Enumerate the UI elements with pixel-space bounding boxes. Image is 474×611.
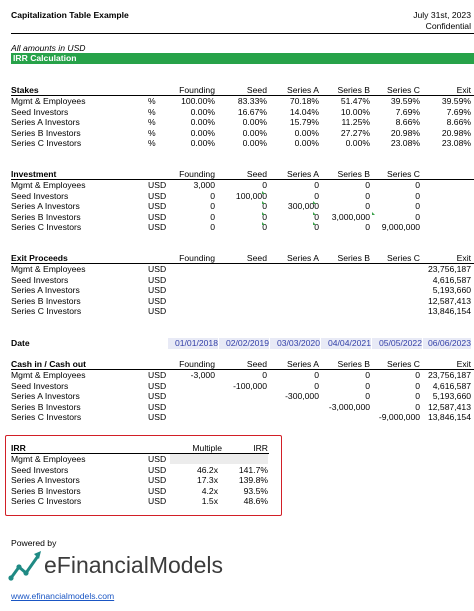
cell-exit: 23.08% (441, 138, 471, 148)
cell-irr: 93.5% (243, 485, 268, 496)
cell-seed: 0.00% (242, 117, 267, 127)
cell-series-b: 0 (365, 222, 370, 232)
table-row (0, 128, 474, 139)
cell-series-a: 15.79% (289, 117, 319, 127)
cell-series-a: -300,000 (285, 391, 319, 401)
cell-exit: 13,846,154 (427, 306, 471, 316)
input-marker-icon (262, 212, 265, 215)
cell-series-a: 70.18% (289, 96, 319, 106)
cell-series-c: 0 (415, 180, 420, 190)
row-unit: % (148, 138, 156, 148)
row-name: Series A Investors (11, 117, 80, 127)
row-unit: USD (148, 306, 167, 316)
cell-series-b: 0 (365, 380, 370, 391)
col-series-a: Series A (286, 169, 319, 179)
input-marker-icon (262, 191, 265, 194)
cell-exit: 4,616,587 (432, 380, 471, 391)
date-founding: 01/01/2018 (168, 338, 218, 349)
row-unit: % (148, 106, 156, 117)
col-series-a: Series A (286, 85, 319, 95)
row-name: Series A Investors (11, 285, 80, 295)
row-name: Seed Investors (11, 274, 69, 285)
row-unit: USD (148, 295, 167, 306)
col-founding: Founding (179, 359, 215, 369)
cell-founding: 3,000 (193, 180, 215, 190)
cell-seed: 100,000 (235, 190, 267, 201)
exit-header-row (0, 253, 474, 264)
irr-title: IRR (11, 443, 26, 453)
cell-series-a: 0 (314, 380, 319, 391)
table-row (0, 201, 474, 212)
row-name: Series C Investors (11, 496, 82, 506)
cell-series-a: 0 (314, 222, 319, 232)
table-row (0, 454, 474, 465)
date-seed: 02/02/2019 (219, 338, 269, 349)
cell-founding: 0 (210, 190, 215, 201)
row-name: Series C Investors (11, 138, 82, 148)
cell-multiple: 4.2x (201, 485, 218, 496)
row-name: Seed Investors (11, 190, 69, 201)
cell-series-b: 11.25% (341, 117, 370, 127)
row-unit: USD (148, 464, 167, 475)
row-name: Mgmt & Employees (11, 180, 86, 190)
cell-series-c: 9,000,000 (381, 222, 420, 232)
cell-exit: 23,756,187 (427, 264, 471, 274)
row-unit: USD (148, 380, 167, 391)
cell-exit: 13,846,154 (427, 412, 471, 422)
cell-multiple: 1.5x (201, 496, 218, 506)
header-divider (11, 33, 474, 34)
cell-series-c: 0 (415, 201, 420, 211)
cell-exit: 20.98% (441, 127, 471, 138)
row-unit: USD (148, 274, 167, 285)
row-unit: USD (148, 222, 167, 232)
row-name: Mgmt & Employees (11, 264, 86, 274)
col-series-b: Series B (337, 253, 370, 263)
row-name: Series B Investors (11, 127, 81, 138)
table-row (0, 264, 474, 275)
table-row (0, 391, 474, 402)
cell-series-b: 0 (365, 370, 370, 380)
input-marker-icon (262, 222, 265, 225)
cell-seed: 0 (262, 370, 267, 380)
row-name: Series C Investors (11, 412, 82, 422)
cell-series-a: 0.00% (294, 127, 319, 138)
irr-header-row (0, 443, 474, 454)
input-marker-icon (372, 212, 375, 215)
cell-series-a: 0 (314, 190, 319, 201)
date-series-a: 03/03/2020 (270, 338, 320, 349)
cell-seed: 0 (262, 222, 267, 232)
table-row (0, 212, 474, 223)
row-name: Seed Investors (11, 380, 69, 391)
cell-exit: 5,193,660 (432, 391, 471, 401)
cell-series-c: 20.98% (390, 127, 420, 138)
cashflow-title: Cash in / Cash out (11, 359, 86, 369)
cell-exit: 4,616,587 (432, 274, 471, 285)
row-name: Series B Investors (11, 211, 81, 222)
row-unit: USD (148, 201, 167, 211)
cell-exit: 12,587,413 (427, 295, 471, 306)
col-series-c: Series C (387, 253, 420, 263)
stakes-header-row (0, 85, 474, 96)
date-exit: 06/06/2023 (423, 338, 471, 349)
brand-name: eFinancialModels (44, 552, 223, 578)
cell-exit: 23,756,187 (427, 370, 471, 380)
cell-founding: -3,000 (190, 370, 215, 380)
cell-series-c: 0 (415, 380, 420, 391)
date-series-b: 04/04/2021 (321, 338, 371, 349)
cell-series-b: 0.00% (345, 138, 370, 148)
cell-seed: 0 (262, 211, 267, 222)
cell-series-c: 0 (415, 391, 420, 401)
col-series-c: Series C (387, 359, 420, 369)
col-series-b: Series B (337, 169, 370, 179)
cell-series-b: -3,000,000 (328, 401, 370, 412)
cell-multiple: 46.2x (196, 464, 218, 475)
cell-series-a: 0 (314, 370, 319, 380)
row-unit: USD (148, 285, 167, 295)
cell-founding: 0.00% (190, 106, 215, 117)
cell-series-b: 0 (365, 180, 370, 190)
col-series-c: Series C (387, 169, 420, 179)
row-unit: % (148, 117, 156, 127)
table-row (0, 412, 474, 423)
row-name: Series C Investors (11, 222, 82, 232)
website-link[interactable]: www.efinancialmodels.com (11, 591, 115, 601)
col-founding: Founding (179, 85, 215, 95)
col-seed: Seed (246, 169, 267, 179)
row-unit: USD (148, 391, 167, 401)
cell-series-c: 23.08% (390, 138, 420, 148)
cell-founding: 0 (210, 201, 215, 211)
row-unit: % (148, 96, 156, 106)
table-row (0, 138, 474, 149)
powered-by-label: Powered by (11, 538, 57, 548)
table-row (0, 370, 474, 381)
col-multiple: Multiple (192, 443, 222, 453)
row-unit: USD (148, 211, 167, 222)
row-name: Series A Investors (11, 475, 80, 485)
cell-series-b: 0 (365, 391, 370, 401)
cell-series-a: 14.04% (289, 106, 319, 117)
table-row (0, 402, 474, 413)
row-name: Seed Investors (11, 464, 69, 475)
amounts-note: All amounts in USD (11, 43, 86, 53)
table-row (0, 117, 474, 128)
cell-series-a: 0.00% (294, 138, 319, 148)
col-series-a: Series A (286, 253, 319, 263)
input-marker-icon (262, 201, 265, 204)
cell-series-b: 51.47% (340, 96, 370, 106)
row-name: Series A Investors (11, 391, 80, 401)
cell-series-b: 3,000,000 (331, 211, 370, 222)
cell-series-c: 8.66% (395, 117, 420, 127)
cell-founding: 0.00% (190, 127, 215, 138)
cell-irr: 141.7% (238, 464, 268, 475)
cell-seed: 0 (262, 201, 267, 211)
col-seed: Seed (246, 85, 267, 95)
input-marker-icon (313, 201, 316, 204)
row-unit: USD (148, 412, 167, 422)
cell-seed: 0.00% (242, 138, 267, 148)
row-name: Mgmt & Employees (11, 370, 86, 380)
row-unit: % (148, 127, 156, 138)
input-marker-icon (313, 212, 316, 215)
stakes-title: Stakes (11, 85, 39, 95)
cell-exit: 7.69% (446, 106, 471, 117)
efinancialmodels-logo-icon (8, 548, 44, 582)
cell-series-c: 0 (415, 370, 420, 380)
row-name: Series B Investors (11, 295, 81, 306)
row-unit: USD (148, 485, 167, 496)
row-unit: USD (148, 496, 167, 506)
cashflow-header-row (0, 359, 474, 370)
cell-founding: 0 (210, 222, 215, 232)
col-seed: Seed (246, 359, 267, 369)
cell-seed: 16.67% (237, 106, 267, 117)
col-founding: Founding (179, 253, 215, 263)
col-series-a: Series A (286, 359, 319, 369)
col-series-b: Series B (337, 85, 370, 95)
col-series-b: Series B (337, 359, 370, 369)
cell-seed: 83.33% (237, 96, 267, 106)
row-name: Series B Investors (11, 485, 81, 496)
cell-series-c: 7.69% (395, 106, 420, 117)
cell-irr: 139.8% (238, 475, 268, 485)
row-name: Mgmt & Employees (11, 454, 86, 464)
row-unit: USD (148, 190, 167, 201)
table-row (0, 180, 474, 191)
col-series-c: Series C (387, 85, 420, 95)
header-date: July 31st, 2023 (413, 10, 471, 20)
cell-series-b: 0 (365, 201, 370, 211)
cell-founding: 100.00% (181, 96, 215, 106)
row-unit: USD (148, 370, 167, 380)
table-row (0, 96, 474, 107)
cell-founding: 0.00% (190, 138, 215, 148)
col-seed: Seed (246, 253, 267, 263)
col-exit: Exit (456, 253, 471, 263)
row-name: Series B Investors (11, 401, 81, 412)
row-name: Seed Investors (11, 106, 69, 117)
cell-series-c: -9,000,000 (378, 412, 420, 422)
cell-exit: 12,587,413 (427, 401, 471, 412)
date-label: Date (11, 338, 30, 348)
table-row (0, 496, 474, 507)
table-row (0, 191, 474, 202)
investment-header-row (0, 169, 474, 180)
input-marker-icon (313, 222, 316, 225)
page-title: Capitalization Table Example (11, 10, 129, 20)
row-unit: USD (148, 475, 167, 485)
cell-series-c: 0 (415, 190, 420, 201)
row-unit: USD (148, 454, 167, 464)
cell-seed: 0 (262, 180, 267, 190)
table-row (0, 486, 474, 497)
row-unit: USD (148, 180, 167, 190)
cell-exit: 5,193,660 (432, 285, 471, 295)
cell-series-c: 0 (415, 211, 420, 222)
cell-multiple: 17.3x (196, 475, 218, 485)
cell-series-b: 27.27% (340, 127, 370, 138)
table-row (0, 381, 474, 392)
cell-exit: 8.66% (446, 117, 471, 127)
table-row (0, 275, 474, 286)
row-name: Mgmt & Employees (11, 96, 86, 106)
row-unit: USD (148, 401, 167, 412)
cell-founding: 0 (210, 211, 215, 222)
col-exit: Exit (456, 85, 471, 95)
cell-seed: -100,000 (233, 380, 267, 391)
table-row (0, 475, 474, 486)
date-row (0, 338, 474, 349)
table-row (0, 107, 474, 118)
cell-seed: 0.00% (242, 127, 267, 138)
table-row (0, 222, 474, 233)
cell-series-a: 0 (314, 211, 319, 222)
section-banner (11, 53, 474, 64)
cell-series-a: 300,000 (287, 201, 319, 211)
cell-irr: 48.6% (243, 496, 268, 506)
cell-series-b: 10.00% (340, 106, 370, 117)
cell-series-c: 0 (415, 401, 420, 412)
table-row (0, 296, 474, 307)
cell-founding: 0.00% (190, 117, 215, 127)
row-name: Series A Investors (11, 201, 80, 211)
cell-series-c: 39.59% (390, 96, 420, 106)
row-unit: USD (148, 264, 167, 274)
cell-series-b: 0 (365, 190, 370, 201)
col-founding: Founding (179, 169, 215, 179)
table-row (0, 285, 474, 296)
section-banner-label: IRR Calculation (13, 53, 77, 63)
col-irr: IRR (253, 443, 268, 453)
exit-title: Exit Proceeds (11, 253, 68, 263)
cell-series-a: 0 (314, 180, 319, 190)
col-exit: Exit (456, 359, 471, 369)
row-name: Series C Investors (11, 306, 82, 316)
confidential-label: Confidential (425, 21, 471, 31)
cell-exit: 39.59% (441, 96, 471, 106)
date-series-c: 05/05/2022 (372, 338, 422, 349)
table-row (0, 465, 474, 476)
table-row (0, 306, 474, 317)
investment-title: Investment (11, 169, 57, 179)
